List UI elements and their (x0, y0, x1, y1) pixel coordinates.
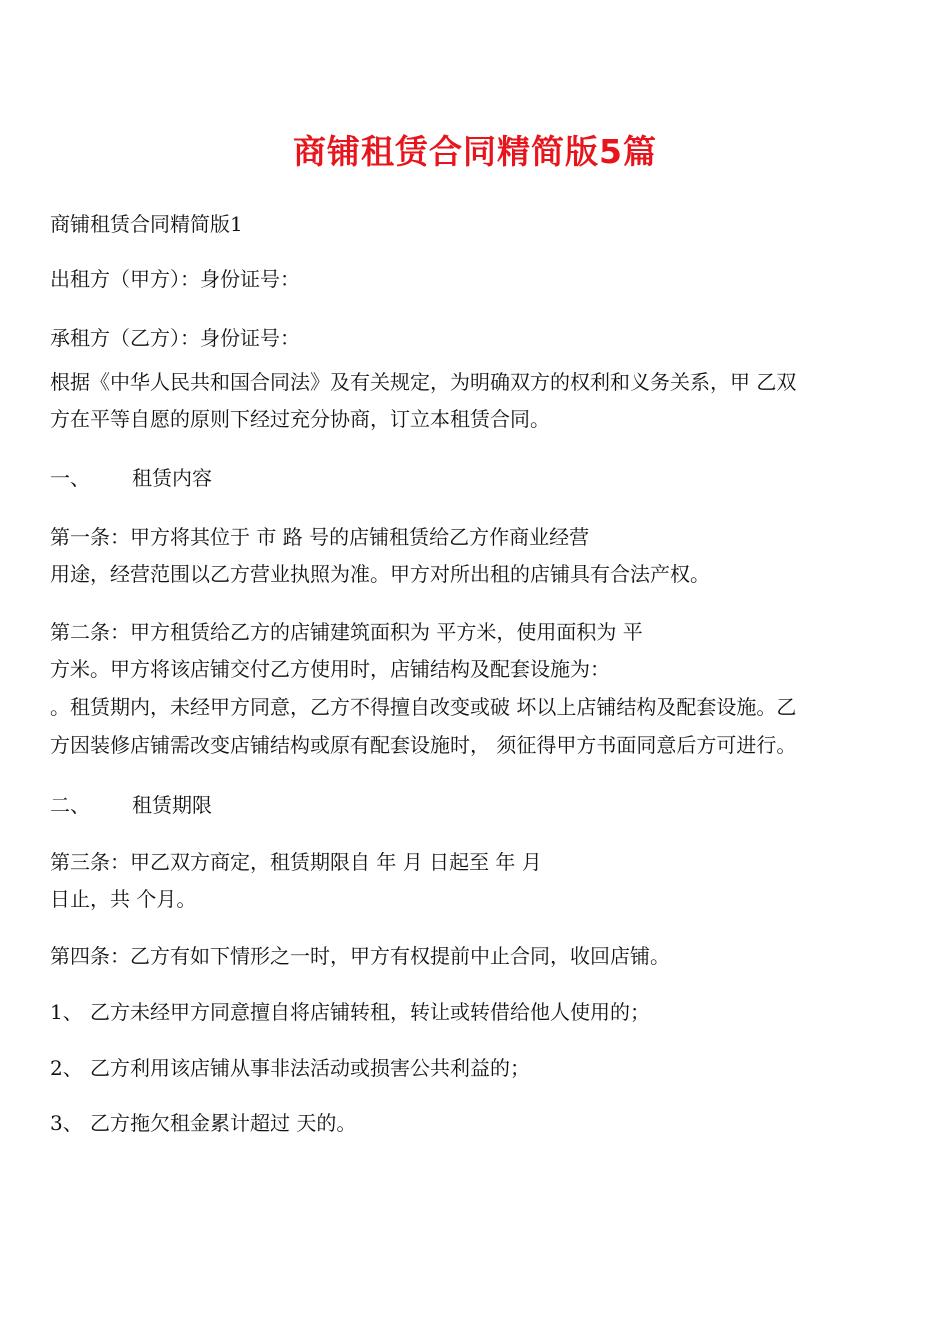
section-heading-lease-term (50, 793, 212, 817)
article-2-line-2: 方米。甲方将该店铺交付乙方使用时，店铺结构及配套设施为： (50, 657, 610, 681)
list-item-number: 2、 (50, 1056, 83, 1080)
document-subtitle: 商铺租赁合同精简版1 (50, 212, 243, 236)
list-item (50, 1000, 650, 1024)
article-1-line-2: 用途，经营范围以乙方营业执照为准。甲方对所出租的店铺具有合法产权。 (50, 562, 710, 586)
list-item (50, 1056, 530, 1080)
list-item-text: 乙方利用该店铺从事非法活动或损害公共利益的； (90, 1056, 530, 1080)
section-number: 二、 (50, 793, 90, 817)
list-item-text: 乙方未经甲方同意擅自将店铺转租，转让或转借给他人使用的； (90, 1000, 650, 1024)
list-item-number: 3、 (50, 1111, 83, 1135)
article-1-line-1: 第一条：甲方将其位于 市 路 号的店铺租赁给乙方作商业经营 (50, 525, 590, 549)
article-2-line-1: 第二条：甲方租赁给乙方的店铺建筑面积为 平方米，使用面积为 平 (50, 620, 643, 644)
document-title: 商铺租赁合同精简版5篇 (293, 132, 657, 171)
list-item-number: 1、 (50, 1000, 83, 1024)
preamble-line-1: 根据《中华人民共和国合同法》及有关规定，为明确双方的权利和义务关系，甲 乙双 (50, 370, 797, 394)
section-label: 租赁内容 (132, 466, 212, 490)
article-3-line-1: 第三条：甲乙双方商定，租赁期限自 年 月 日起至 年 月 (50, 850, 542, 874)
section-heading-lease-content (50, 466, 212, 490)
section-number: 一、 (50, 466, 90, 490)
section-label: 租赁期限 (132, 793, 212, 817)
preamble-line-2: 方在平等自愿的原则下经过充分协商，订立本租赁合同。 (50, 407, 550, 431)
lessee-line: 承租方（乙方）：身份证号： (50, 326, 300, 350)
lessor-line: 出租方（甲方）：身份证号： (50, 267, 300, 291)
list-item-text: 乙方拖欠租金累计超过 天的。 (90, 1111, 357, 1135)
list-item (50, 1111, 356, 1135)
article-2-line-4: 方因装修店铺需改变店铺结构或原有配套设施时， 须征得甲方书面同意后方可进行。 (50, 733, 797, 757)
article-3-line-2: 日止，共 个月。 (50, 887, 197, 911)
article-4: 第四条：乙方有如下情形之一时，甲方有权提前中止合同，收回店铺。 (50, 944, 670, 968)
article-2-line-3: 。租赁期内，未经甲方同意，乙方不得擅自改变或破 坏以上店铺结构及配套设施。乙 (50, 695, 797, 719)
